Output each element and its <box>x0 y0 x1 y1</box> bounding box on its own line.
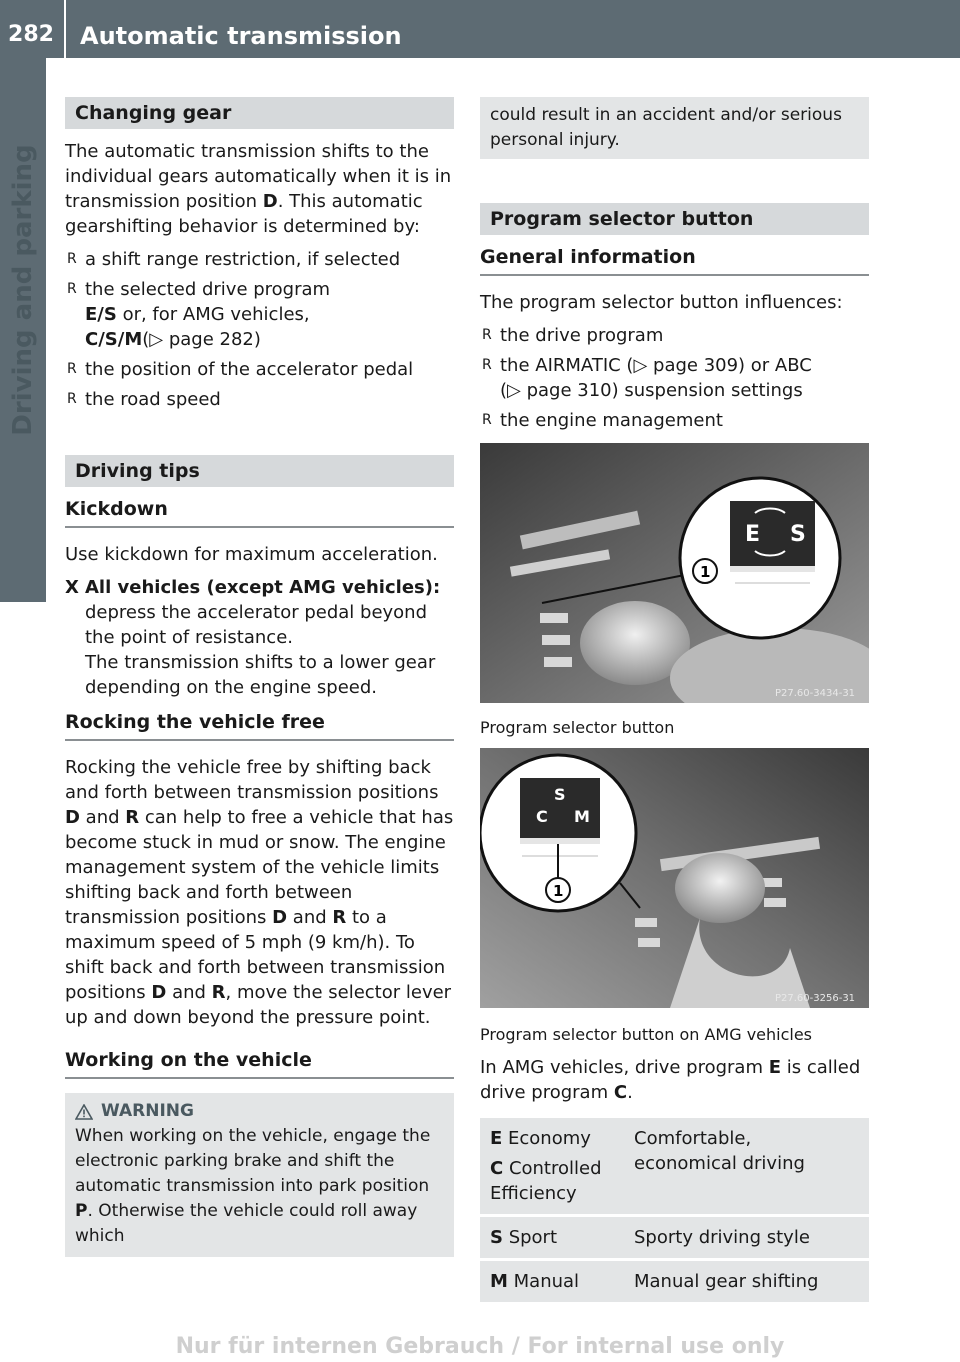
section-heading-driving-tips: Driving tips <box>65 455 454 487</box>
console-illustration <box>480 443 869 703</box>
text <box>85 327 454 352</box>
subheading-working: Working on the vehicle <box>65 1048 454 1079</box>
text: can help to free a vehicle that has become stuck in mud or snow. The engine management system of the vehicle limits shifting back and forth between transmission positions <box>65 807 454 928</box>
text: , move the selector lever up and down beyond the pressure point. <box>65 982 452 1028</box>
list-item: R the road speed <box>65 387 454 412</box>
table-cell: Sporty driving style <box>624 1217 869 1258</box>
text: (▷ page 310) suspension settings <box>500 380 803 401</box>
list-item <box>480 353 869 403</box>
list-item: R the drive program <box>480 323 869 348</box>
text: and <box>166 982 212 1003</box>
bold-text: All vehicles (except AMG vehicles): <box>85 577 441 598</box>
warning-text <box>75 1124 444 1249</box>
amg-console-illustration <box>480 748 869 1008</box>
photo-program-selector <box>480 443 869 703</box>
callout-number: 1 <box>553 882 564 900</box>
bold-text: P <box>75 1201 88 1221</box>
table-row <box>480 1261 869 1302</box>
bold-text: C <box>613 1082 628 1103</box>
rocking-text <box>65 755 454 1030</box>
bold-text: R <box>332 907 347 928</box>
text: and <box>79 807 126 828</box>
table-cell <box>480 1118 624 1214</box>
bold-text: E/S <box>85 304 117 325</box>
text <box>490 1126 614 1151</box>
text: Economy <box>502 1128 591 1149</box>
bold-text: D <box>262 191 278 212</box>
section-heading-program-selector: Program selector button <box>480 203 869 235</box>
bold-text: D <box>272 907 288 928</box>
text: or, for AMG vehicles, <box>116 304 310 325</box>
footer-notice: Nur für internen Gebrauch / For internal use only <box>175 1334 785 1359</box>
photo-amg-selector <box>480 748 869 1008</box>
header-divider <box>64 0 66 58</box>
bold-text: D <box>65 807 80 828</box>
table-cell <box>480 1261 624 1302</box>
list-item: R the position of the accelerator pedal <box>65 357 454 382</box>
photo-caption: Program selector button <box>480 718 675 737</box>
program-text: The program selector button influences: <box>480 292 843 313</box>
chapter-title: Automatic transmission <box>80 22 402 50</box>
bold-text: E <box>768 1057 782 1078</box>
table-cell: Comfortable, economical driving <box>624 1118 869 1214</box>
bold-text: D <box>151 982 167 1003</box>
bold-text: C/S/M <box>85 329 143 350</box>
warning-triangle-icon <box>75 1104 93 1120</box>
badge-left: E <box>745 522 761 547</box>
text: The automatic transmission shifts to the individual gears automatically when it is in transmission position <box>65 141 452 212</box>
photo-code: P27.60-3434-31 <box>775 688 856 699</box>
text: is called drive program <box>480 1057 861 1103</box>
page-number: 282 <box>8 22 54 47</box>
bold-text: R <box>125 807 140 828</box>
amg-text <box>480 1055 869 1105</box>
spacer <box>65 417 454 455</box>
text <box>490 1156 614 1206</box>
text: Sport <box>502 1227 558 1248</box>
photo-code: P27.60-3256-31 <box>775 993 856 1004</box>
text: Controlled Efficiency <box>490 1158 602 1204</box>
action-arrow-icon: X <box>65 577 79 598</box>
warning-label: WARNING <box>101 1101 194 1121</box>
page-ref[interactable]: (▷ page 282) <box>142 329 261 350</box>
text: and <box>287 907 333 928</box>
badge-left: C <box>536 807 548 826</box>
badge-right: S <box>790 522 806 547</box>
left-column <box>65 97 454 1257</box>
photo-caption: Program selector button on AMG vehicles <box>480 1025 813 1044</box>
text: Rocking the vehicle free by shifting back and forth between transmission positions <box>65 757 439 803</box>
warning-title <box>75 1099 444 1124</box>
warning-box <box>65 1093 454 1257</box>
list-item: R a shift range restriction, if selected <box>65 247 454 272</box>
badge-top: S <box>554 785 566 804</box>
spacer <box>65 1038 454 1048</box>
bold-text: R <box>211 982 226 1003</box>
table-row <box>480 1217 869 1258</box>
text: to a maximum speed of 5 mph (9 km/h). To shift back and forth between transmission positions <box>65 907 446 1003</box>
subheading-rocking: Rocking the vehicle free <box>65 710 454 741</box>
table-row <box>480 1118 869 1214</box>
bold-text: S <box>490 1227 503 1248</box>
text: Manual <box>507 1271 580 1292</box>
changing-gear-intro <box>65 139 454 239</box>
action-step <box>65 575 454 700</box>
subheading-general: General information <box>480 245 869 276</box>
warning-continued: could result in an accident and/or serious personal injury. <box>480 97 869 159</box>
text: When working on the vehicle, engage the electronic parking brake and shift the automatic transmission into park position <box>75 1126 431 1196</box>
table-cell <box>480 1217 624 1258</box>
callout-number: 1 <box>700 563 711 581</box>
text: In AMG vehicles, drive program <box>480 1057 769 1078</box>
kickdown-text: Use kickdown for maximum acceleration. <box>65 544 438 565</box>
section-heading-changing-gear: Changing gear <box>65 97 454 129</box>
text: . This automatic gearshifting behavior is determined by: <box>65 191 423 237</box>
list-item: R the engine management <box>480 408 869 433</box>
text: the AIRMATIC (▷ page 309) or ABC <box>500 355 812 376</box>
table-cell: Manual gear shifting <box>624 1261 869 1302</box>
right-column <box>480 97 869 1305</box>
bold-text: M <box>490 1271 508 1292</box>
bold-text: C <box>490 1158 504 1179</box>
subheading-kickdown: Kickdown <box>65 497 454 528</box>
text: The transmission shifts to a lower gear depending on the engine speed. <box>85 652 436 698</box>
badge-right: M <box>574 807 590 826</box>
text: . Otherwise the vehicle could roll away which <box>75 1201 418 1246</box>
list-item <box>65 277 454 352</box>
text: . <box>627 1082 633 1103</box>
bold-text: E <box>490 1128 503 1149</box>
text <box>85 302 454 327</box>
text: the selected drive program <box>85 279 331 300</box>
side-label: Driving and parking <box>8 144 38 436</box>
drive-program-table <box>480 1115 869 1305</box>
text: depress the accelerator pedal beyond the point of resistance. <box>85 602 428 648</box>
